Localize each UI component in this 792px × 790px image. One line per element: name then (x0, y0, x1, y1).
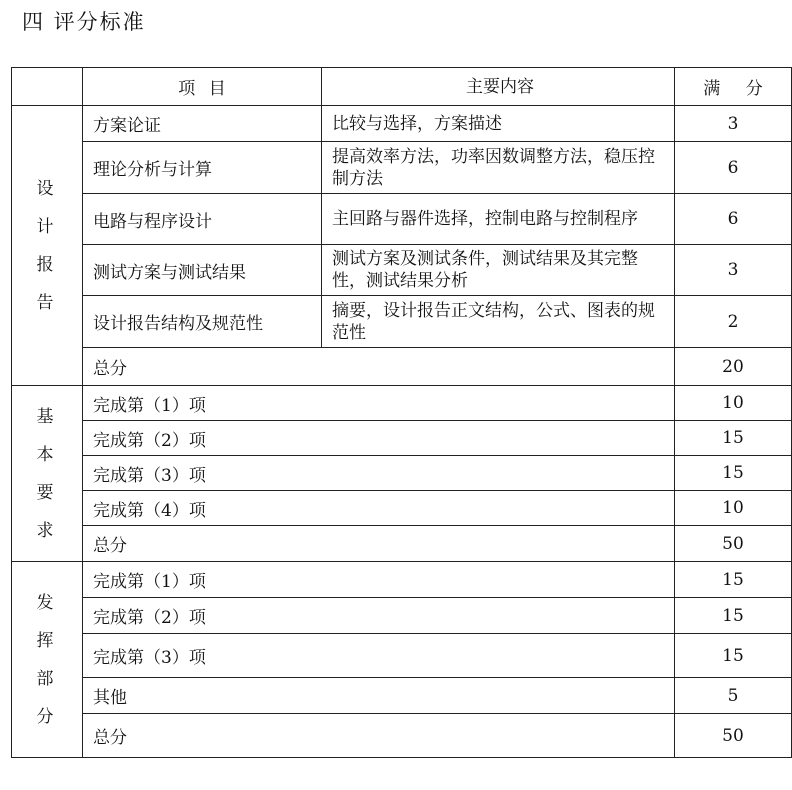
score-cell: 15 (675, 634, 792, 678)
score-cell: 6 (675, 194, 792, 245)
total-label: 总分 (83, 714, 675, 758)
header-item: 项 目 (83, 68, 322, 106)
score-cell: 6 (675, 142, 792, 194)
item-cell: 完成第（2）项 (83, 421, 675, 456)
content-cell: 提高效率方法，功率因数调整方法，稳压控制方法 (322, 142, 675, 194)
total-value: 50 (675, 714, 792, 758)
table-row (12, 678, 792, 714)
item-cell: 完成第（2）项 (83, 598, 675, 634)
score-cell: 15 (675, 456, 792, 491)
item-cell: 测试方案与测试结果 (83, 245, 322, 296)
table-row (12, 194, 792, 245)
category-label: 基本要求 (36, 406, 58, 541)
total-value: 50 (675, 526, 792, 562)
content-cell: 主回路与器件选择，控制电路与控制程序 (322, 194, 675, 245)
item-cell: 完成第（1）项 (83, 386, 675, 421)
score-cell: 5 (675, 678, 792, 714)
item-cell: 完成第（1）项 (83, 562, 675, 598)
item-cell: 其他 (83, 678, 675, 714)
total-row (12, 714, 792, 758)
content-cell: 摘要，设计报告正文结构，公式、图表的规范性 (322, 296, 675, 348)
content-cell: 比较与选择，方案描述 (322, 106, 675, 142)
header-row (12, 68, 792, 106)
table-row (12, 598, 792, 634)
score-cell: 2 (675, 296, 792, 348)
header-score: 满 分 (675, 68, 792, 106)
score-cell: 10 (675, 386, 792, 421)
score-cell: 15 (675, 562, 792, 598)
item-cell: 设计报告结构及规范性 (83, 296, 322, 348)
item-cell: 完成第（4）项 (83, 491, 675, 526)
item-cell: 理论分析与计算 (83, 142, 322, 194)
table-row (12, 106, 792, 142)
item-cell: 方案论证 (83, 106, 322, 142)
item-cell: 电路与程序设计 (83, 194, 322, 245)
category-label: 发挥部分 (36, 592, 58, 727)
table-row (12, 245, 792, 296)
score-cell: 15 (675, 421, 792, 456)
score-cell: 3 (675, 106, 792, 142)
header-content: 主要内容 (322, 68, 675, 106)
category-cell (12, 562, 83, 758)
section-heading: 四 评分标准 (22, 10, 146, 34)
score-cell: 10 (675, 491, 792, 526)
table-row (12, 491, 792, 526)
category-cell (12, 106, 83, 386)
total-row (12, 526, 792, 562)
total-label: 总分 (83, 526, 675, 562)
table-row (12, 296, 792, 348)
table-row (12, 386, 792, 421)
table-row (12, 456, 792, 491)
category-label: 设计报告 (36, 178, 58, 313)
content-cell: 测试方案及测试条件，测试结果及其完整性，测试结果分析 (322, 245, 675, 296)
score-cell: 15 (675, 598, 792, 634)
total-label: 总分 (83, 348, 675, 386)
total-row (12, 348, 792, 386)
header-category-cell (12, 68, 83, 106)
item-cell: 完成第（3）项 (83, 456, 675, 491)
table-row (12, 562, 792, 598)
table-row (12, 142, 792, 194)
total-value: 20 (675, 348, 792, 386)
table-row (12, 421, 792, 456)
table-row (12, 634, 792, 678)
item-cell: 完成第（3）项 (83, 634, 675, 678)
scoring-table (11, 67, 792, 758)
score-cell: 3 (675, 245, 792, 296)
category-cell (12, 386, 83, 562)
